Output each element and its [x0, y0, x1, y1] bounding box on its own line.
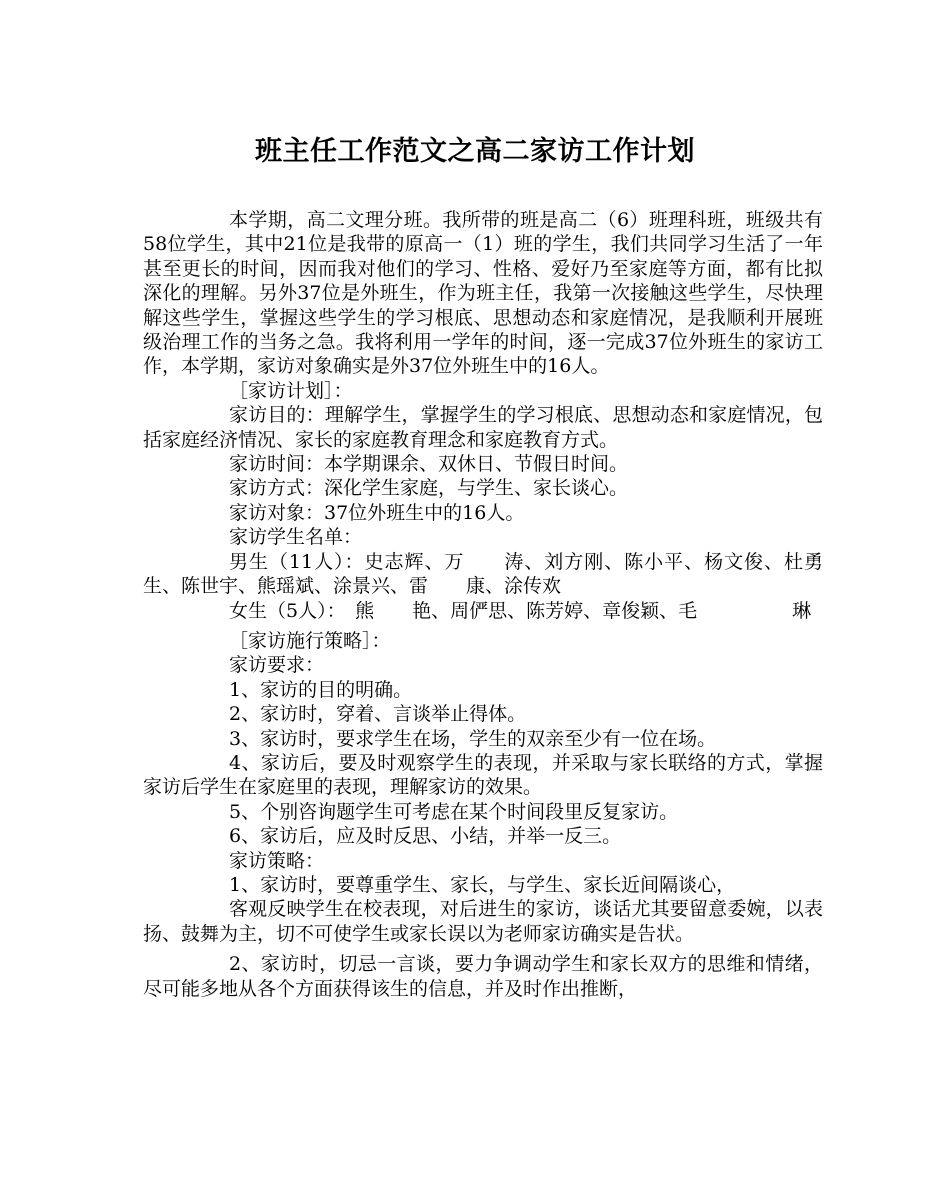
- paragraph-student-list-heading: 家访学生名单：: [229, 526, 363, 549]
- paragraph-intro: 本学期，高二文理分班。我所带的班是高二（6）班理科班，班级共有58位学生，其中21位是我带的原高一（1）班的学生，我们共同学习生活了一年甚至更长的时间，因而我对他们的学习、性格、爱好乃至家庭等方面，都有比拟深化的理解。另外37位是外班生，作为班主任，我第一次接触这些学生，尽快理解这些学生，掌握这些学生的学习根底、思想动态和家庭情况，是我顺利开展班级治理工作的当务之急。我将利用一学年的时间，逐一完成37位外班生的家访工作，本学期，家访对象确实是外37位外班生中的16人。: [143, 209, 823, 378]
- paragraph-requirements-heading: 家访要求：: [229, 654, 325, 677]
- heading-implementation-strategy: ［家访施行策略］：: [229, 629, 391, 652]
- paragraph-strategy-heading: 家访策略：: [229, 849, 325, 872]
- list-item-strategy-2: 2、家访时，切忌一言谈，要力争调动学生和家长双方的思维和情绪，尽可能多地从各个方面获得该生的信息，并及时作出推断，: [143, 953, 823, 1000]
- document-title: 班主任工作范文之高二家访工作计划: [255, 136, 695, 167]
- paragraph-boys-list: 男生（11人）：史志辉、万 涛、刘方刚、陈小平、杨文俊、杜勇生、陈世宇、熊瑶斌、涂景兴、雷 康、涂传欢: [143, 550, 823, 598]
- list-item-requirement-3: 3、家访时，要求学生在场，学生的双亲至少有一位在场。: [229, 727, 717, 750]
- list-item-requirement-1: 1、家访的目的明确。: [229, 678, 413, 701]
- paragraph-strategy-1-continued: 客观反映学生在校表现，对后进生的家访，谈话尤其要留意委婉，以表扬、鼓舞为主，切不可使学生或家长误以为老师家访确实是告状。: [143, 898, 823, 945]
- list-item-strategy-1: 1、家访时，要尊重学生、家长，与学生、家长近间隔谈心，: [229, 873, 736, 896]
- list-item-requirement-6: 6、家访后，应及时反思、小结，并举一反三。: [229, 825, 622, 848]
- paragraph-visit-time: 家访时间：本学期课余、双休日、节假日时间。: [229, 453, 629, 476]
- paragraph-girls-list: 女生（5人）： 熊 艳、周俨思、陈芳婷、章俊颖、毛 琳: [229, 599, 812, 622]
- list-item-requirement-5: 5、个别咨询题学生可考虑在某个时间段里反复家访。: [229, 800, 679, 823]
- paragraph-visit-purpose: 家访目的：理解学生，掌握学生的学习根底、思想动态和家庭情况，包括家庭经济情况、家长的家庭教育理念和家庭教育方式。: [143, 404, 823, 451]
- paragraph-visit-method: 家访方式：深化学生家庭，与学生、家长谈心。: [229, 477, 629, 500]
- list-item-requirement-2: 2、家访时，穿着、言谈举止得体。: [229, 703, 527, 726]
- heading-visit-plan: ［家访计划］：: [229, 379, 353, 402]
- list-item-requirement-4: 4、家访后，要及时观察学生的表现，并采取与家长联络的方式，掌握家访后学生在家庭里的表现，理解家访的效果。: [143, 751, 823, 799]
- paragraph-visit-targets: 家访对象：37位外班生中的16人。: [229, 501, 525, 524]
- document-body: [143, 208, 823, 1001]
